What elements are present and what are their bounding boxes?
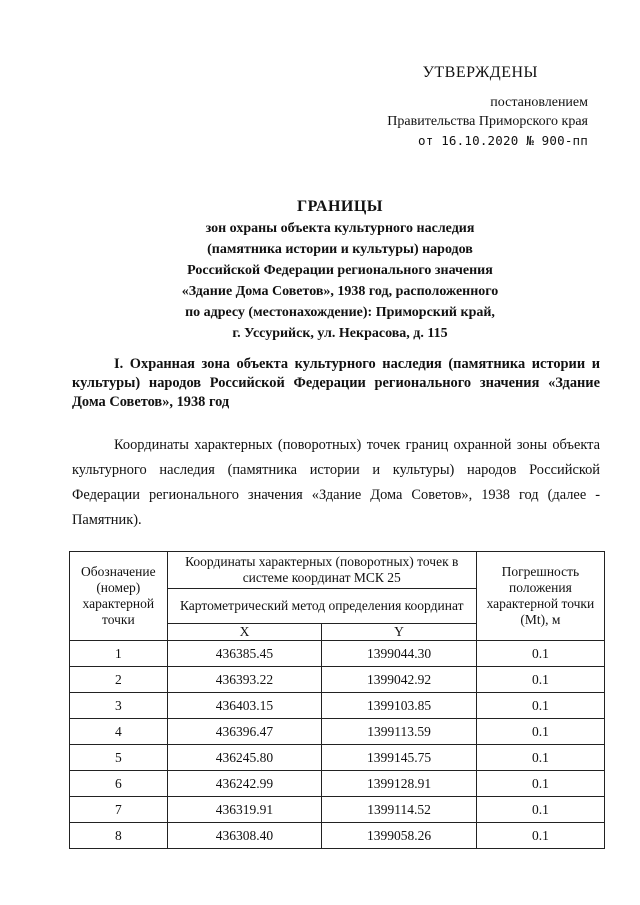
cell-mt: 0.1	[476, 719, 604, 745]
cell-mt: 0.1	[476, 797, 604, 823]
cell-mt: 0.1	[476, 745, 604, 771]
cell-x: 436396.47	[167, 719, 322, 745]
title-heading: ГРАНИЦЫ	[296, 198, 383, 215]
table-row	[70, 823, 605, 849]
cell-y: 1399113.59	[322, 719, 477, 745]
cell-point: 2	[70, 667, 168, 693]
table-row	[70, 745, 605, 771]
header-coords: Координаты характерных (поворотных) точек в системе координат МСК 25	[167, 552, 476, 589]
table-row	[70, 719, 605, 745]
cell-mt: 0.1	[476, 693, 604, 719]
cell-point: 3	[70, 693, 168, 719]
cell-x: 436393.22	[167, 667, 322, 693]
cell-x: 436385.45	[167, 641, 322, 667]
table-row	[70, 641, 605, 667]
document-title	[90, 196, 590, 344]
cell-x: 436308.40	[167, 823, 322, 849]
approved-heading: УТВЕРЖДЕНЫ	[422, 64, 538, 81]
section-heading: I. Охранная зона объекта культурного наследия (памятника истории и культуры) народов Российской Федерации регионального значения «Здание Дома Советов», 1938 год	[72, 356, 600, 410]
table-row	[70, 771, 605, 797]
cell-y: 1399044.30	[322, 641, 477, 667]
header-accuracy: Погрешность положения характерной точки (Mt), м	[476, 552, 604, 641]
header-point: Обозначение (номер) характерной точки	[70, 552, 168, 641]
cell-point: 7	[70, 797, 168, 823]
cell-point: 1	[70, 641, 168, 667]
title-line: по адресу (местонахождение): Приморский край,	[185, 305, 495, 320]
approval-line-2: Правительства Приморского края	[387, 114, 588, 129]
cell-x: 436242.99	[167, 771, 322, 797]
header-method: Картометрический метод определения координат	[167, 589, 476, 624]
cell-y: 1399042.92	[322, 667, 477, 693]
header-y: Y	[322, 624, 477, 641]
table-row	[70, 693, 605, 719]
title-line: зон охраны объекта культурного наследия	[205, 221, 475, 236]
cell-point: 5	[70, 745, 168, 771]
approval-line-1: постановлением	[490, 95, 588, 110]
cell-x: 436245.80	[167, 745, 322, 771]
section-paragraph: Координаты характерных (поворотных) точек границ охранной зоны объекта культурного наследия (памятника истории и культуры) народов Российской Федерации регионального значения «Здание Дома Советов», 1938 год (далее - Памятник).	[72, 437, 600, 528]
table-row	[70, 667, 605, 693]
cell-mt: 0.1	[476, 667, 604, 693]
title-line: г. Уссурийск, ул. Некрасова, д. 115	[232, 326, 448, 341]
cell-mt: 0.1	[476, 771, 604, 797]
table-row	[70, 797, 605, 823]
cell-y: 1399114.52	[322, 797, 477, 823]
cell-mt: 0.1	[476, 823, 604, 849]
cell-y: 1399128.91	[322, 771, 477, 797]
cell-point: 8	[70, 823, 168, 849]
cell-y: 1399058.26	[322, 823, 477, 849]
cell-x: 436403.15	[167, 693, 322, 719]
approval-block	[387, 93, 588, 150]
cell-y: 1399103.85	[322, 693, 477, 719]
title-line: Российской Федерации регионального значения	[187, 263, 493, 278]
header-x: X	[167, 624, 322, 641]
cell-point: 6	[70, 771, 168, 797]
decree-number: от 16.10.2020 № 900-пп	[418, 133, 588, 148]
cell-y: 1399145.75	[322, 745, 477, 771]
title-line: (памятника истории и культуры) народов	[207, 242, 473, 257]
cell-point: 4	[70, 719, 168, 745]
cell-mt: 0.1	[476, 641, 604, 667]
coordinates-table	[69, 551, 605, 849]
cell-x: 436319.91	[167, 797, 322, 823]
title-line: «Здание Дома Советов», 1938 год, расположенного	[181, 284, 499, 299]
